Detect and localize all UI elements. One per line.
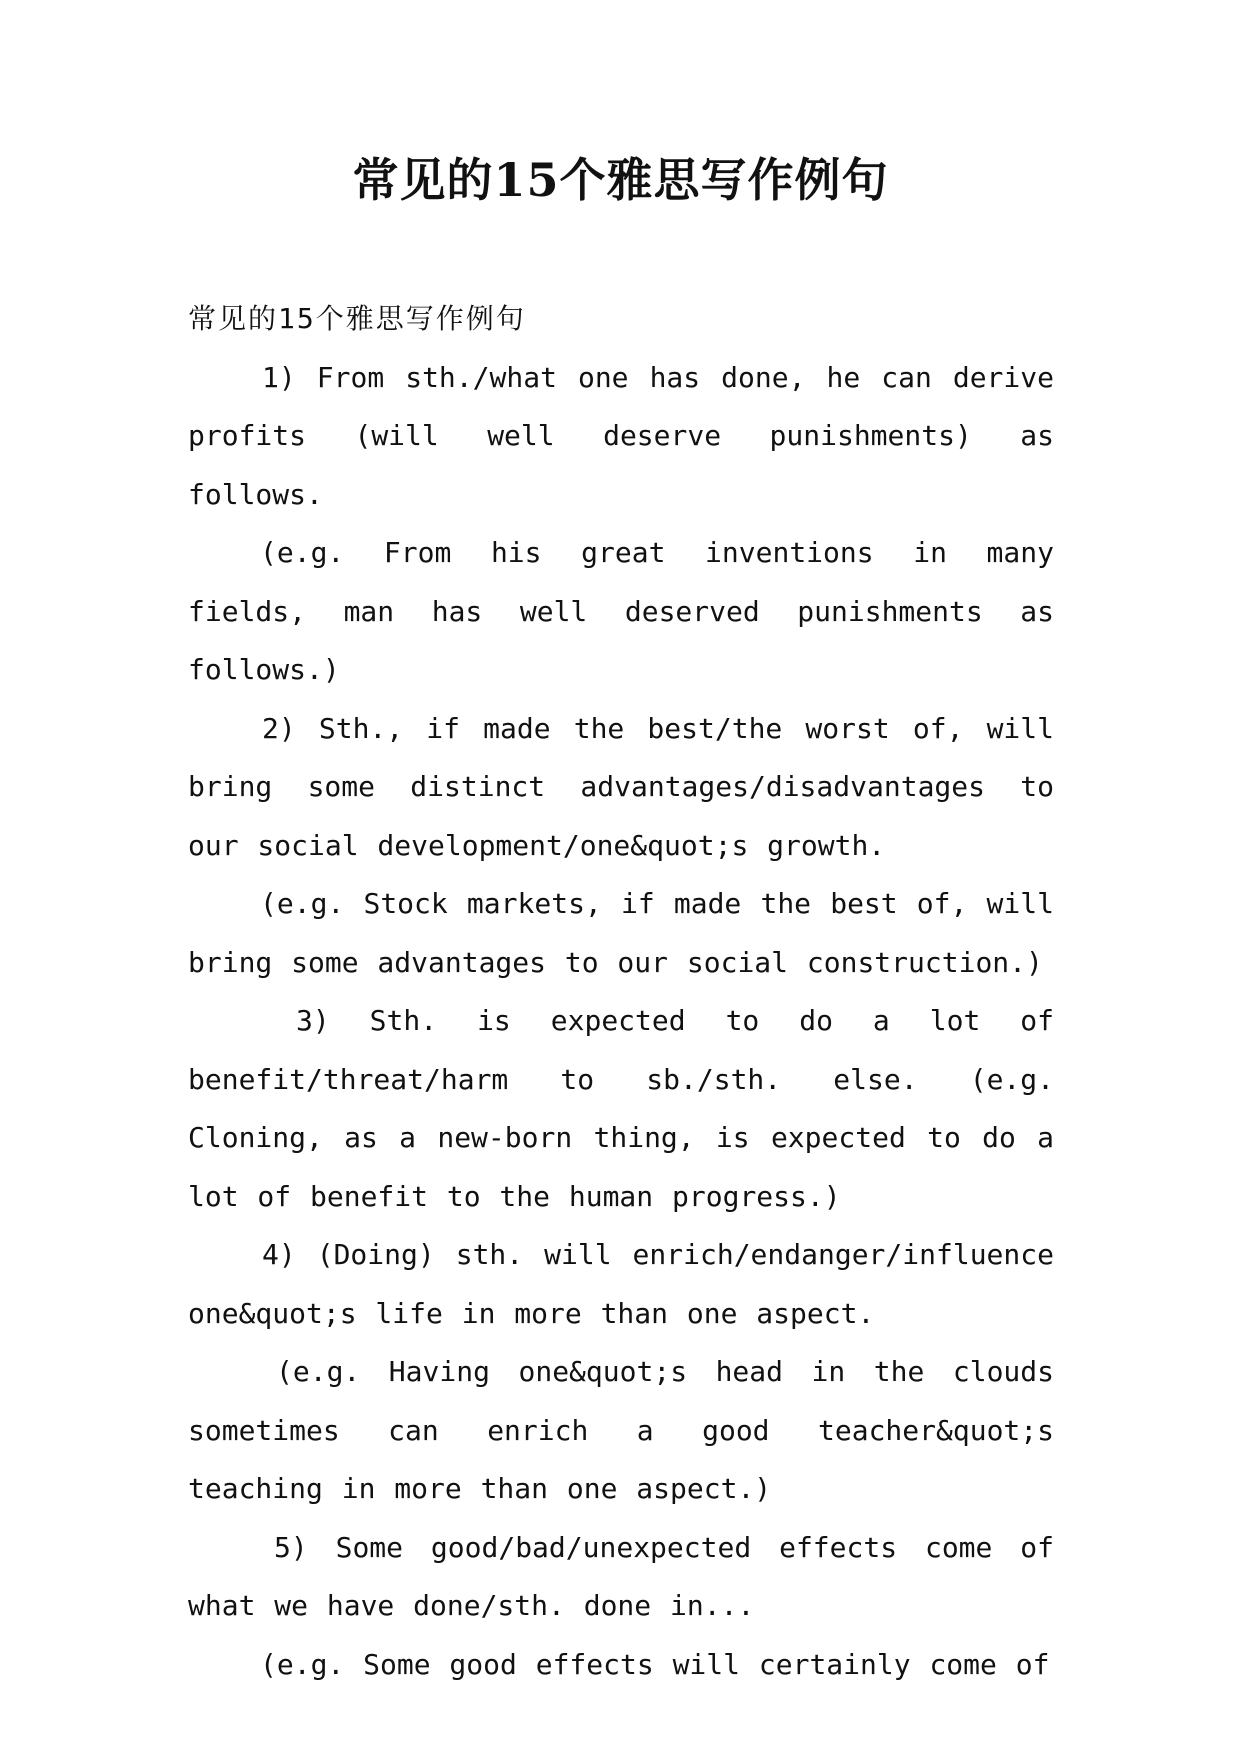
paragraph-4: 4) (Doing) sth. will enrich/endanger/influence one&quot;s life in more than one aspect. — [188, 1238, 1054, 1330]
document-body — [188, 290, 1054, 1694]
paragraph-4-example: (e.g. Having one&quot;s head in the clouds sometimes can enrich a good teacher&quot;s teaching in more than one aspect.) — [188, 1355, 1054, 1505]
paragraph-5-example: (e.g. Some good effects will certainly come of — [260, 1647, 1050, 1681]
document-subtitle: 常见的15个雅思写作例句 — [188, 302, 526, 335]
paragraph-2-example: (e.g. Stock markets, if made the best of, will bring some advantages to our social construction.) — [188, 887, 1054, 979]
paragraph-1: 1) From sth./what one has done, he can derive profits (will well deserve punishments) as follows. — [188, 360, 1054, 511]
paragraph-5: 5) Some good/bad/unexpected effects come of what we have done/sth. done in... — [188, 1530, 1054, 1622]
document-title: 常见的15个雅思写作例句 — [352, 153, 889, 207]
paragraph-3: 3) Sth. is expected to do a lot of benefit/threat/harm to sb./sth. else. (e.g. Cloning, as a new-born thing, is expected to do a lot of benefit to the human progress.) — [188, 1004, 1054, 1213]
paragraph-1-example: (e.g. From his great inventions in many fields, man has well deserved punishments as follows.) — [188, 536, 1054, 686]
paragraph-2: 2) Sth., if made the best/the worst of, will bring some distinct advantages/disadvantages to our social development/one&quot;s growth. — [188, 711, 1054, 862]
